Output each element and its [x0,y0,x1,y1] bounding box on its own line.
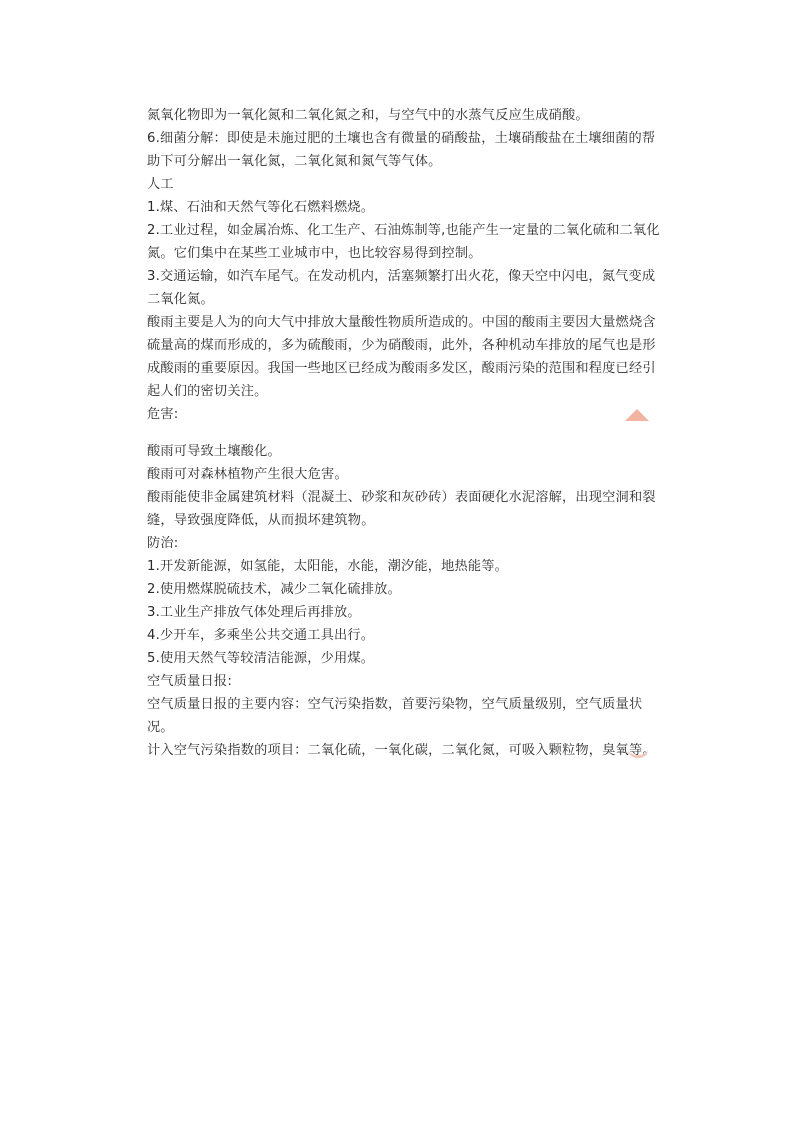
section-heading-prevention: 防治: [147,536,179,551]
text-line: 2.使用燃煤脱硫技术，减少二氧化硫排放。 [147,582,401,597]
text-line: 4.少开车，多乘坐公共交通工具出行。 [147,628,375,643]
text-line: 5.使用天然气等较清洁能源，少用煤。 [147,651,375,666]
text-line: 酸雨主要是人为的向大气中排放大量酸性物质所造成的。中国的酸雨主要因大量燃烧含 [147,315,656,330]
section-heading-artificial: 人工 [147,177,174,192]
section-heading-air-quality: 空气质量日报: [147,674,232,689]
text-line: 起人们的密切关注。 [147,384,268,399]
text-line: 硫量高的煤而形成的，多为硫酸雨，少为硝酸雨，此外，各种机动车排放的尾气也是形 [147,338,656,353]
text-line: 1.煤、石油和天然气等化石燃料燃烧。 [147,200,375,215]
text-line: 氮。它们集中在某些工业城市中，也比较容易得到控制。 [147,246,482,261]
text-line: 3.工业生产排放气体处理后再排放。 [147,605,361,620]
triangle-watermark-icon [625,409,649,421]
text-line: 况。 [147,720,174,735]
text-line: 酸雨可对森林植物产生很大危害。 [147,467,348,482]
text-line: 空气质量日报的主要内容：空气污染指数，首要污染物，空气质量级别，空气质量状 [147,697,643,712]
text-line: 酸雨能使非金属建筑材料（混凝土、砂浆和灰砂砖）表面硬化水泥溶解，出现空洞和裂 [147,490,656,505]
text-line: 1.开发新能源，如氢能，太阳能，水能，潮汐能，地热能等。 [147,559,509,574]
text-line: 氮氧化物即为一氧化氮和二氧化氮之和，与空气中的水蒸气反应生成硝酸。 [147,108,589,123]
text-line: 助下可分解出一氧化氮，二氧化氮和氮气等气体。 [147,154,442,169]
text-line: 缝，导致强度降低，从而损坏建筑物。 [147,513,375,528]
text-line: 3.交通运输，如汽车尾气。在发动机内，活塞频繁打出火花，像天空中闪电，氮气变成 [147,269,656,284]
text-line: 二氧化氮。 [147,292,214,307]
section-heading-harm: 危害: [147,407,179,422]
text-line: 酸雨可导致土壤酸化。 [147,444,281,459]
text-line: 成酸雨的重要原因。我国一些地区已经成为酸雨多发区，酸雨污染的范围和程度已经引 [147,361,656,376]
spacer [147,426,667,440]
document-page [147,104,667,762]
text-line: 6.细菌分解：即使是未施过肥的土壤也含有微量的硝酸盐，土壤硝酸盐在土壤细菌的帮 [147,131,656,146]
text-line: 2.工业过程，如金属冶炼、化工生产、石油炼制等,也能产生一定量的二氧化硫和二氧化 [147,223,660,238]
text-line: 计入空气污染指数的项目：二氧化硫，一氧化碳，二氧化氮，可吸入颗粒物，臭氧等。 [147,743,656,758]
